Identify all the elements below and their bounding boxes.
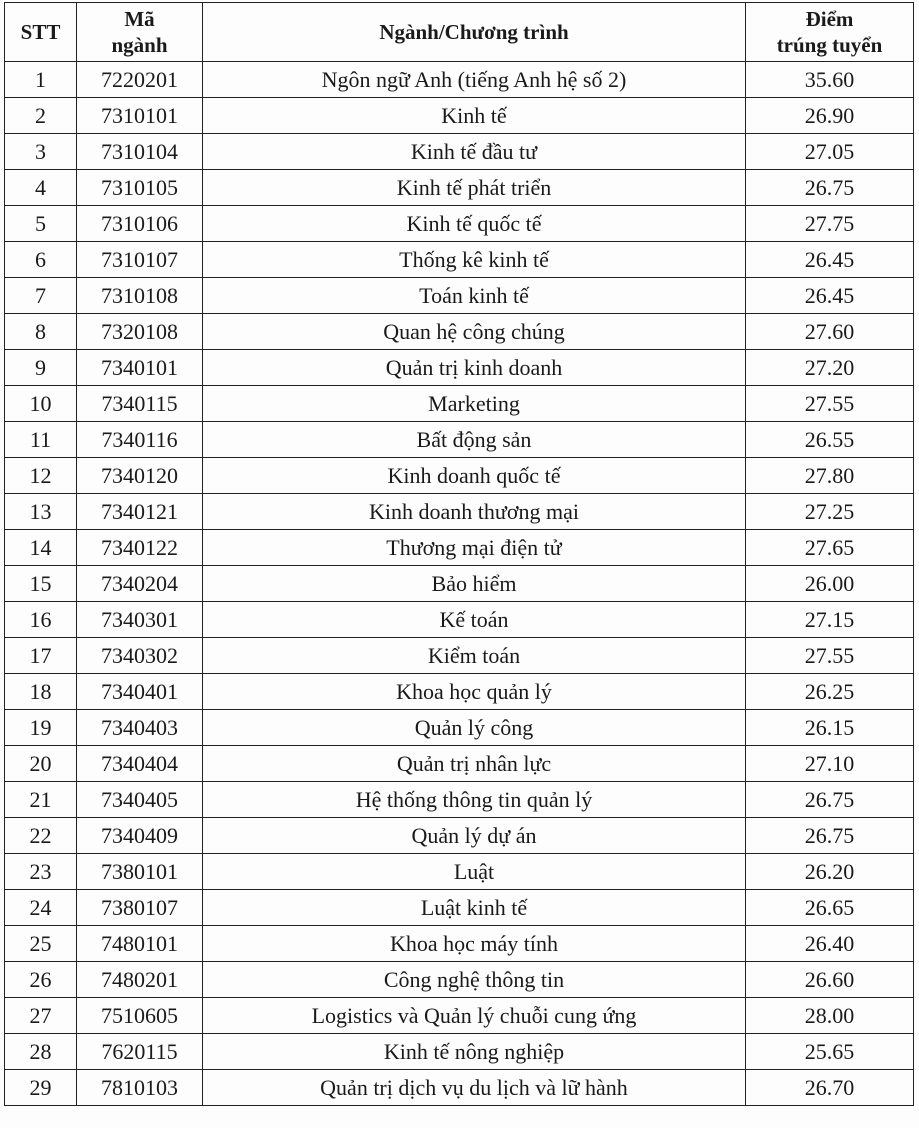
program-code-cell: 7340116	[77, 422, 203, 458]
row-number-cell: 6	[5, 242, 77, 278]
program-name-cell: Kinh tế phát triển	[203, 170, 746, 206]
program-name-cell: Kinh doanh quốc tế	[203, 458, 746, 494]
row-number-cell: 19	[5, 710, 77, 746]
admission-score-cell: 26.70	[746, 1070, 914, 1106]
table-row	[5, 1034, 914, 1070]
table-row	[5, 206, 914, 242]
program-code-cell: 7340115	[77, 386, 203, 422]
table-row	[5, 602, 914, 638]
admission-score-cell: 25.65	[746, 1034, 914, 1070]
admission-score-cell: 27.55	[746, 386, 914, 422]
program-name-cell: Bảo hiểm	[203, 566, 746, 602]
row-number-cell: 9	[5, 350, 77, 386]
table-row	[5, 890, 914, 926]
table-row	[5, 710, 914, 746]
admission-score-cell: 26.20	[746, 854, 914, 890]
header-program-code	[77, 3, 203, 62]
table-row	[5, 350, 914, 386]
admission-score-cell: 27.20	[746, 350, 914, 386]
table-row	[5, 926, 914, 962]
program-code-cell: 7810103	[77, 1070, 203, 1106]
header-program-code-line1: Mã	[124, 7, 155, 31]
program-name-cell: Quản lý công	[203, 710, 746, 746]
table-row	[5, 1070, 914, 1106]
program-code-cell: 7340401	[77, 674, 203, 710]
program-code-cell: 7340121	[77, 494, 203, 530]
admission-score-cell: 26.65	[746, 890, 914, 926]
header-program-name: Ngành/Chương trình	[203, 3, 746, 62]
table-row	[5, 782, 914, 818]
admission-score-cell: 26.55	[746, 422, 914, 458]
program-code-cell: 7340403	[77, 710, 203, 746]
row-number-cell: 18	[5, 674, 77, 710]
program-name-cell: Kinh tế quốc tế	[203, 206, 746, 242]
program-code-cell: 7310101	[77, 98, 203, 134]
program-name-cell: Thống kê kinh tế	[203, 242, 746, 278]
row-number-cell: 26	[5, 962, 77, 998]
program-code-cell: 7340120	[77, 458, 203, 494]
table-row	[5, 854, 914, 890]
table-row	[5, 278, 914, 314]
admission-score-cell: 26.00	[746, 566, 914, 602]
row-number-cell: 24	[5, 890, 77, 926]
table-row	[5, 494, 914, 530]
program-name-cell: Bất động sản	[203, 422, 746, 458]
table-row	[5, 746, 914, 782]
admission-score-cell: 27.05	[746, 134, 914, 170]
program-code-cell: 7340302	[77, 638, 203, 674]
row-number-cell: 14	[5, 530, 77, 566]
program-name-cell: Kế toán	[203, 602, 746, 638]
header-program-code-line2: ngành	[111, 33, 168, 57]
program-name-cell: Khoa học quản lý	[203, 674, 746, 710]
table-row	[5, 98, 914, 134]
program-code-cell: 7340101	[77, 350, 203, 386]
table-row	[5, 62, 914, 98]
row-number-cell: 12	[5, 458, 77, 494]
admission-score-cell: 26.25	[746, 674, 914, 710]
row-number-cell: 7	[5, 278, 77, 314]
table-row	[5, 170, 914, 206]
row-number-cell: 11	[5, 422, 77, 458]
program-name-cell: Công nghệ thông tin	[203, 962, 746, 998]
program-code-cell: 7510605	[77, 998, 203, 1034]
row-number-cell: 22	[5, 818, 77, 854]
table-row	[5, 962, 914, 998]
program-code-cell: 7480101	[77, 926, 203, 962]
row-number-cell: 28	[5, 1034, 77, 1070]
row-number-cell: 17	[5, 638, 77, 674]
admission-score-cell: 27.65	[746, 530, 914, 566]
program-code-cell: 7480201	[77, 962, 203, 998]
table-row	[5, 566, 914, 602]
row-number-cell: 29	[5, 1070, 77, 1106]
table-row	[5, 674, 914, 710]
program-name-cell: Kinh doanh thương mại	[203, 494, 746, 530]
program-name-cell: Kinh tế nông nghiệp	[203, 1034, 746, 1070]
row-number-cell: 1	[5, 62, 77, 98]
program-name-cell: Hệ thống thông tin quản lý	[203, 782, 746, 818]
table-row	[5, 638, 914, 674]
admission-score-cell: 27.75	[746, 206, 914, 242]
program-name-cell: Kiểm toán	[203, 638, 746, 674]
admission-score-cell: 27.15	[746, 602, 914, 638]
row-number-cell: 3	[5, 134, 77, 170]
admission-scores-table	[4, 2, 914, 1106]
program-code-cell: 7620115	[77, 1034, 203, 1070]
row-number-cell: 16	[5, 602, 77, 638]
program-code-cell: 7320108	[77, 314, 203, 350]
header-admission-score	[746, 3, 914, 62]
row-number-cell: 20	[5, 746, 77, 782]
program-name-cell: Quản lý dự án	[203, 818, 746, 854]
table-row	[5, 998, 914, 1034]
program-code-cell: 7340301	[77, 602, 203, 638]
row-number-cell: 25	[5, 926, 77, 962]
program-code-cell: 7220201	[77, 62, 203, 98]
admission-score-cell: 35.60	[746, 62, 914, 98]
table-row	[5, 314, 914, 350]
row-number-cell: 13	[5, 494, 77, 530]
program-code-cell: 7340204	[77, 566, 203, 602]
program-name-cell: Kinh tế	[203, 98, 746, 134]
program-name-cell: Quản trị dịch vụ du lịch và lữ hành	[203, 1070, 746, 1106]
program-name-cell: Quản trị nhân lực	[203, 746, 746, 782]
row-number-cell: 23	[5, 854, 77, 890]
admission-score-cell: 27.80	[746, 458, 914, 494]
program-name-cell: Marketing	[203, 386, 746, 422]
admission-score-cell: 26.75	[746, 170, 914, 206]
header-admission-score-line2: trúng tuyển	[776, 33, 883, 57]
program-code-cell: 7340405	[77, 782, 203, 818]
table-row	[5, 386, 914, 422]
header-stt: STT	[5, 3, 77, 62]
admission-score-cell: 26.90	[746, 98, 914, 134]
table-row	[5, 530, 914, 566]
table-row	[5, 422, 914, 458]
admission-score-cell: 26.75	[746, 782, 914, 818]
row-number-cell: 2	[5, 98, 77, 134]
row-number-cell: 15	[5, 566, 77, 602]
program-name-cell: Kinh tế đầu tư	[203, 134, 746, 170]
admission-score-cell: 26.40	[746, 926, 914, 962]
table-body	[5, 62, 914, 1106]
row-number-cell: 10	[5, 386, 77, 422]
program-name-cell: Ngôn ngữ Anh (tiếng Anh hệ số 2)	[203, 62, 746, 98]
program-code-cell: 7310106	[77, 206, 203, 242]
admission-score-cell: 26.45	[746, 242, 914, 278]
admission-score-cell: 26.15	[746, 710, 914, 746]
program-code-cell: 7310108	[77, 278, 203, 314]
program-code-cell: 7310107	[77, 242, 203, 278]
admission-score-cell: 27.10	[746, 746, 914, 782]
program-name-cell: Logistics và Quản lý chuỗi cung ứng	[203, 998, 746, 1034]
admission-score-cell: 27.55	[746, 638, 914, 674]
admission-score-cell: 26.60	[746, 962, 914, 998]
table-row	[5, 818, 914, 854]
table-header	[5, 3, 914, 62]
row-number-cell: 8	[5, 314, 77, 350]
program-code-cell: 7340404	[77, 746, 203, 782]
row-number-cell: 5	[5, 206, 77, 242]
program-name-cell: Toán kinh tế	[203, 278, 746, 314]
program-name-cell: Luật kinh tế	[203, 890, 746, 926]
program-name-cell: Thương mại điện tử	[203, 530, 746, 566]
header-row	[5, 3, 914, 62]
row-number-cell: 4	[5, 170, 77, 206]
table-row	[5, 242, 914, 278]
row-number-cell: 21	[5, 782, 77, 818]
program-name-cell: Quan hệ công chúng	[203, 314, 746, 350]
program-name-cell: Quản trị kinh doanh	[203, 350, 746, 386]
program-code-cell: 7310104	[77, 134, 203, 170]
program-name-cell: Luật	[203, 854, 746, 890]
header-admission-score-line1: Điểm	[805, 7, 854, 31]
row-number-cell: 27	[5, 998, 77, 1034]
program-code-cell: 7340122	[77, 530, 203, 566]
table-row	[5, 134, 914, 170]
admission-score-cell: 26.45	[746, 278, 914, 314]
admission-score-cell: 27.25	[746, 494, 914, 530]
table-row	[5, 458, 914, 494]
program-code-cell: 7310105	[77, 170, 203, 206]
admission-score-cell: 26.75	[746, 818, 914, 854]
program-code-cell: 7340409	[77, 818, 203, 854]
program-code-cell: 7380101	[77, 854, 203, 890]
program-name-cell: Khoa học máy tính	[203, 926, 746, 962]
admission-score-cell: 27.60	[746, 314, 914, 350]
program-code-cell: 7380107	[77, 890, 203, 926]
admission-score-cell: 28.00	[746, 998, 914, 1034]
